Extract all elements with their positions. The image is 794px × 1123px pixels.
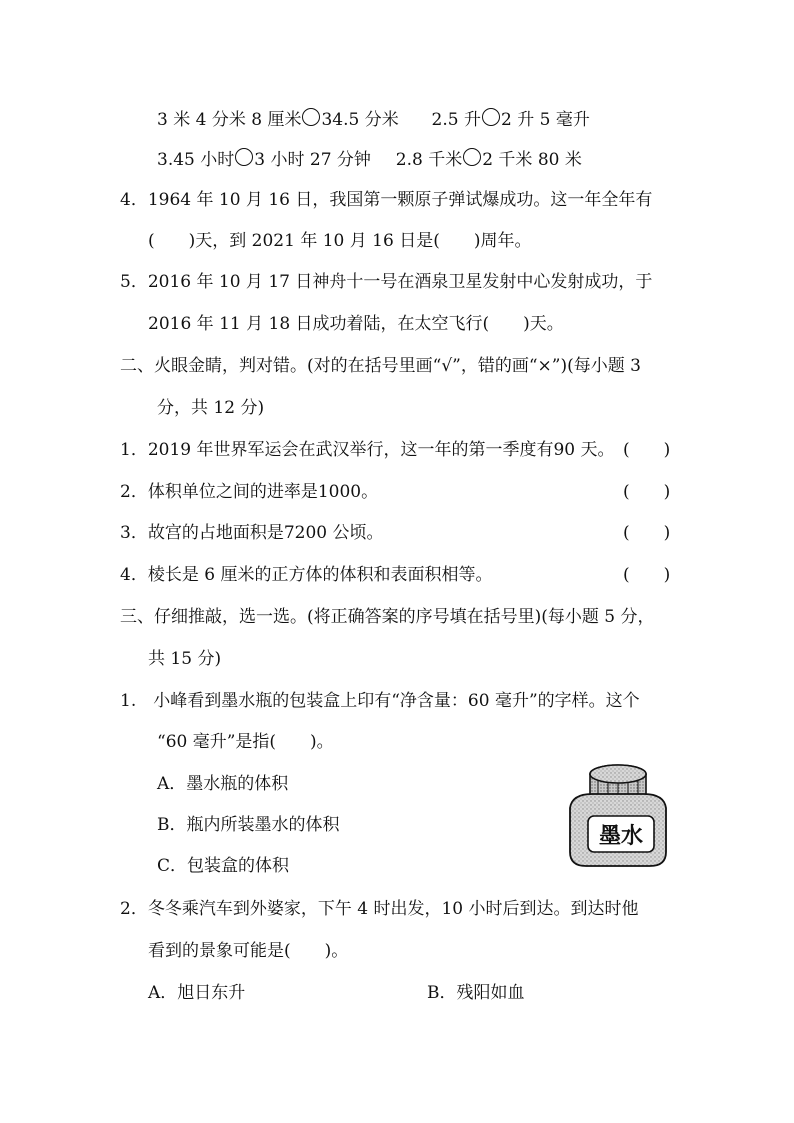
compare-row-2 xyxy=(157,148,582,172)
compare-left-1: 3 米 4 分米 8 厘米 xyxy=(157,110,302,130)
answer-paren[interactable]: ( ) xyxy=(623,523,671,543)
option-a: A．旭日东升 xyxy=(148,983,246,1003)
section-3-heading-cont: 共 15 分) xyxy=(148,649,222,669)
compare-circle-blank[interactable] xyxy=(302,108,320,126)
compare-circle-blank[interactable] xyxy=(482,108,500,126)
section-2-heading-cont: 分，共 12 分) xyxy=(157,398,265,418)
compare-right-2: 2 升 5 毫升 xyxy=(501,110,590,130)
option-b: B．瓶内所装墨水的体积 xyxy=(157,815,340,835)
section-3-heading: 三、仔细推敲，选一选。(将正确答案的序号填在括号里)(每小题 5 分， xyxy=(120,607,655,627)
compare-circle-blank[interactable] xyxy=(463,148,481,166)
choice-question-2-line-1: 2．冬冬乘汽车到外婆家，下午 4 时出发，10 小时后到达。到达时他 xyxy=(120,899,639,919)
question-5-line-2: 2016 年 11 月 18 日成功着陆，在太空飞行( )天。 xyxy=(148,314,564,334)
choice-question-1-line-2: “60 毫升”是指( )。 xyxy=(157,732,334,752)
judge-item-2: 2．体积单位之间的进率是1000。 xyxy=(120,482,379,502)
answer-paren[interactable]: ( ) xyxy=(623,440,671,460)
judge-item-4: 4．棱长是 6 厘米的正方体的体积和表面积相等。 xyxy=(120,565,493,585)
answer-paren[interactable]: ( ) xyxy=(623,565,671,585)
compare-right-3: 3 小时 27 分钟 xyxy=(254,150,371,170)
judge-item-1: 1．2019 年世界军运会在武汉举行，这一年的第一季度有90 天。 xyxy=(120,440,615,460)
option-a: A．墨水瓶的体积 xyxy=(157,774,289,794)
judge-item-3: 3．故宫的占地面积是7200 公顷。 xyxy=(120,523,384,543)
compare-right-1: 34.5 分米 xyxy=(321,110,399,130)
compare-left-4: 2.8 千米 xyxy=(395,150,463,170)
option-b: B．残阳如血 xyxy=(427,983,525,1003)
compare-row-1 xyxy=(157,108,590,132)
choice-question-2-line-2: 看到的景象可能是( )。 xyxy=(148,941,349,961)
section-2-heading: 二、火眼金睛，判对错。(对的在括号里画“√”，错的画“×”)(每小题 3 xyxy=(120,356,641,376)
compare-circle-blank[interactable] xyxy=(235,148,253,166)
ink-bottle-label: 墨水 xyxy=(598,824,644,849)
compare-left-3: 3.45 小时 xyxy=(157,150,235,170)
compare-right-4: 2 千米 80 米 xyxy=(482,150,582,170)
ink-bottle-illustration xyxy=(558,760,676,872)
answer-paren[interactable]: ( ) xyxy=(623,482,671,502)
compare-left-2: 2.5 升 xyxy=(431,110,481,130)
option-c: C．包装盒的体积 xyxy=(157,856,290,876)
question-4-line-1: 4．1964 年 10 月 16 日，我国第一颗原子弹试爆成功。这一年全年有 xyxy=(120,190,653,210)
question-5-line-1: 5．2016 年 10 月 17 日神舟十一号在酒泉卫星发射中心发射成功，于 xyxy=(120,272,653,292)
question-4-line-2: ( )天，到 2021 年 10 月 16 日是( )周年。 xyxy=(148,231,532,251)
choice-question-1-line-1: 1. 小峰看到墨水瓶的包装盒上印有“净含量：60 毫升”的字样。这个 xyxy=(120,691,640,711)
